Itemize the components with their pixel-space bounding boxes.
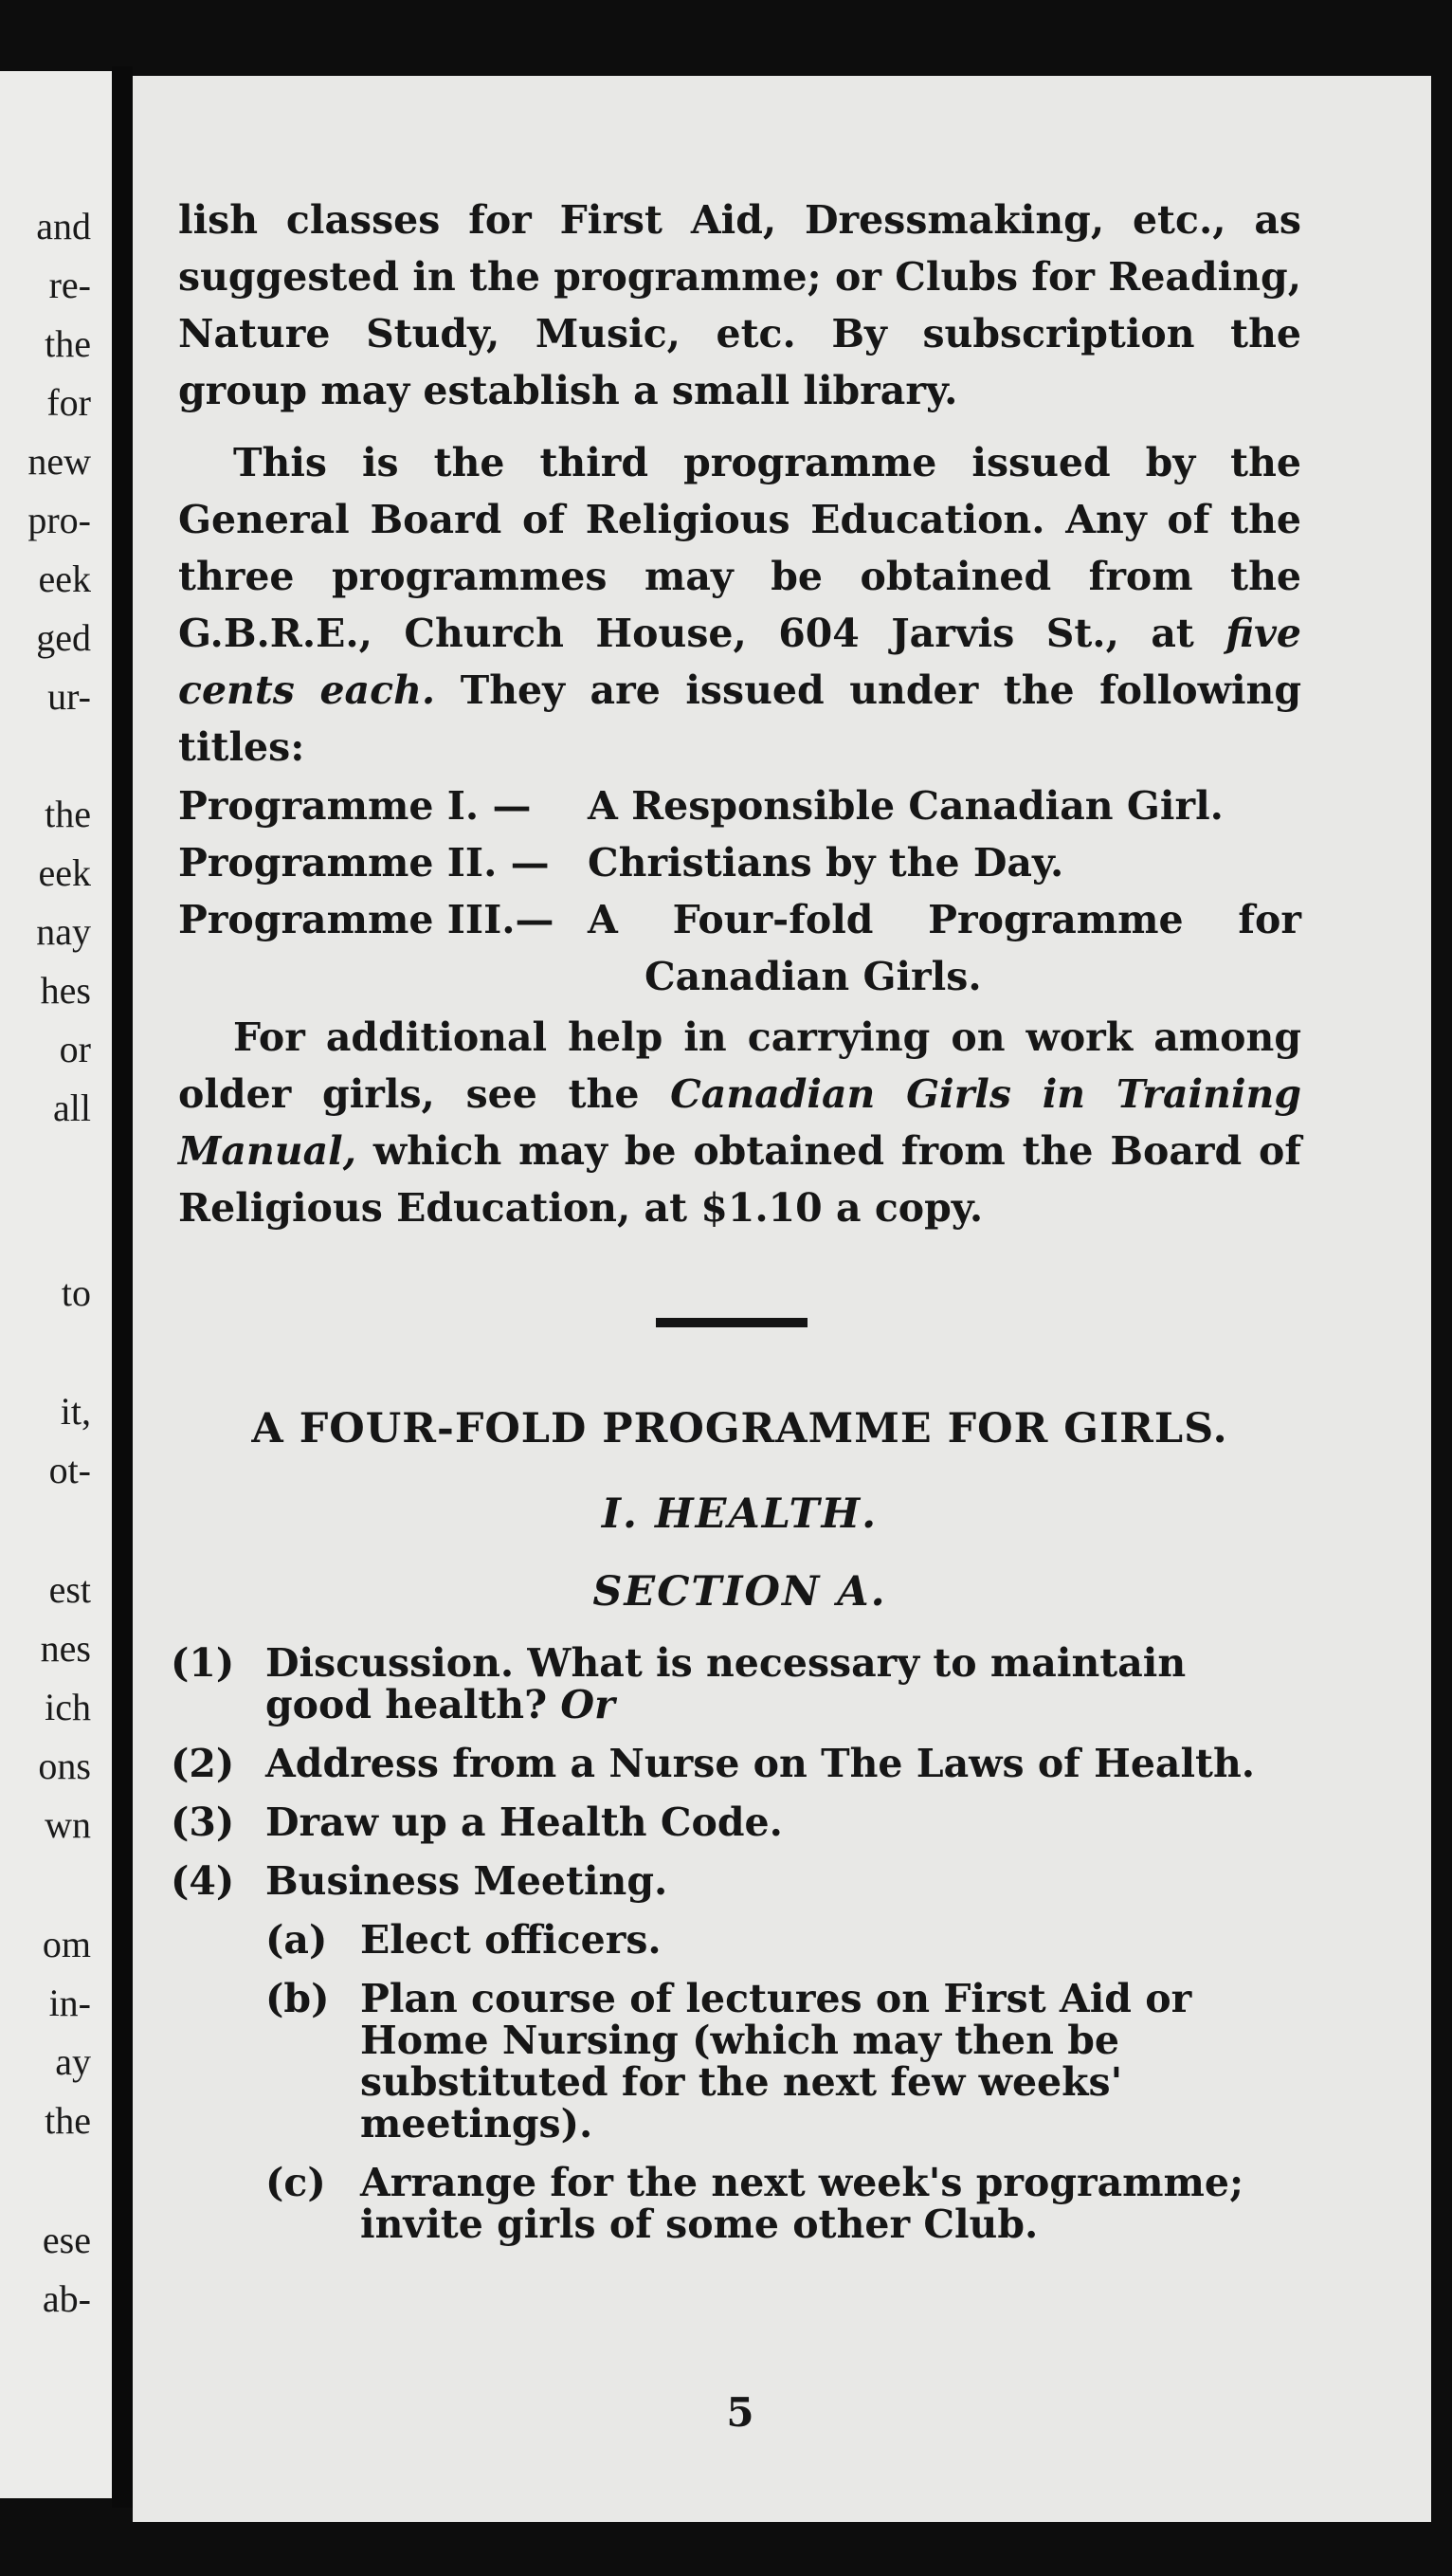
programme-name: A Responsible Canadian Girl. <box>588 783 1224 829</box>
subitem-text: Elect officers. <box>360 1917 662 1963</box>
margin-fragment: pro- <box>27 499 91 541</box>
subitem-text: Plan course of lectures on First Aid or Home Nursing (which may then be substituted for the next few weeks' meetings). <box>360 1976 1192 2147</box>
programme-number: Programme II. — <box>178 840 550 886</box>
item-number: (1) <box>171 1640 235 1686</box>
list-item <box>171 1860 1303 1902</box>
programme-number: Programme III.— <box>178 897 554 942</box>
programme-titles-list <box>178 777 1301 1005</box>
programme-items-list <box>171 1642 1303 2262</box>
list-subitem <box>265 2162 1303 2245</box>
document-page <box>133 76 1431 2522</box>
paragraph-programmes <box>178 434 1301 776</box>
margin-fragment: all <box>53 1087 91 1129</box>
item-text: Business Meeting. <box>265 1858 668 1904</box>
margin-fragment: ur- <box>47 675 91 718</box>
margin-fragment: ged <box>36 616 91 659</box>
list-subitem <box>265 1978 1303 2145</box>
list-item <box>171 1801 1303 1843</box>
paragraph-text: This is the third programme issued by the General Board of Religious Education. Any of the three programmes may be obtained from the G.B.R.E., Church House, 604 Jarvis St., at <box>178 440 1301 656</box>
margin-fragment: est <box>48 1568 91 1611</box>
book-gutter <box>112 66 133 2508</box>
margin-fragment: the <box>45 793 91 835</box>
list-item <box>171 1743 1303 1784</box>
section-divider <box>656 1318 808 1327</box>
programme-name: A Four-fold Programme for <box>588 897 1301 942</box>
subitem-letter: (c) <box>265 2160 326 2205</box>
margin-fragment: in- <box>48 1982 91 2024</box>
margin-fragment: ese <box>42 2219 91 2261</box>
previous-page-fragment <box>0 71 112 2498</box>
item-number: (3) <box>171 1800 235 1845</box>
margin-fragment: and <box>36 205 91 247</box>
section-heading: SECTION A. <box>592 1568 887 1616</box>
margin-fragment: nay <box>36 910 91 953</box>
programme-title-row <box>178 777 1301 834</box>
programme-number: Programme I. — <box>178 783 532 829</box>
paragraph-intro <box>178 192 1301 419</box>
paragraph-manual <box>178 1009 1301 1236</box>
margin-fragment: the <box>45 2099 91 2142</box>
margin-fragment: or <box>59 1028 91 1070</box>
subitem-letter: (b) <box>265 1976 330 2021</box>
margin-fragment: om <box>42 1923 91 1965</box>
item-text: Address from a Nurse on The Laws of Health. <box>265 1741 1256 1786</box>
subitem-text: Arrange for the next week's programme; invite girls of some other Club. <box>360 2160 1244 2247</box>
emphasized-text: Or <box>560 1682 615 1727</box>
margin-fragment: wn <box>45 1803 91 1846</box>
programme-title-row <box>178 891 1301 948</box>
margin-fragment: new <box>27 440 91 483</box>
margin-fragment: ot- <box>48 1449 91 1491</box>
margin-fragment: it, <box>60 1390 91 1433</box>
margin-fragment: eek <box>38 851 91 894</box>
margin-fragment: hes <box>40 969 91 1012</box>
emphasized-text: Canadian Girls in Training Manual, <box>178 1071 1301 1174</box>
health-subheading: I. HEALTH. <box>601 1490 879 1538</box>
paragraph-text: which may be obtained from the Board of Religious Education, at $1.10 a copy. <box>178 1128 1301 1231</box>
paragraph-text: They are issued under the following titles: <box>178 667 1301 770</box>
margin-fragment: ay <box>55 2040 91 2083</box>
margin-fragment: re- <box>48 264 91 306</box>
subitem-letter: (a) <box>265 1917 328 1963</box>
margin-fragment: for <box>46 381 91 424</box>
programme-name: Christians by the Day. <box>588 840 1064 886</box>
item-number: (4) <box>171 1858 235 1904</box>
emphasized-text: five cents each. <box>178 611 1301 713</box>
programme-title-row <box>178 834 1301 891</box>
item-number: (2) <box>171 1741 235 1786</box>
item-text: Discussion. What is necessary to maintain good health? <box>265 1640 1187 1727</box>
list-item <box>171 1642 1303 1726</box>
item-text: Draw up a Health Code. <box>265 1800 783 1845</box>
margin-fragment: to <box>61 1271 91 1314</box>
margin-fragment: ons <box>38 1745 91 1787</box>
margin-fragment: ich <box>45 1686 91 1728</box>
margin-fragment: the <box>45 322 91 365</box>
margin-fragment: eek <box>38 557 91 600</box>
page-number: 5 <box>726 2389 754 2436</box>
paragraph-text: For additional help in carrying on work among older girls, see the <box>178 1014 1301 1117</box>
list-subitem <box>265 1919 1303 1961</box>
margin-fragment: ab- <box>42 2277 91 2320</box>
margin-fragment: nes <box>40 1627 91 1670</box>
paragraph-text: lish classes for First Aid, Dressmaking, etc., as suggested in the programme; or Clubs for Reading, Nature Study, Music, etc. By subscription the group may establish a small library. <box>178 197 1301 413</box>
programme-heading: A FOUR-FOLD PROGRAMME FOR GIRLS. <box>251 1405 1228 1452</box>
programme-name-continuation: Canadian Girls. <box>644 954 982 999</box>
